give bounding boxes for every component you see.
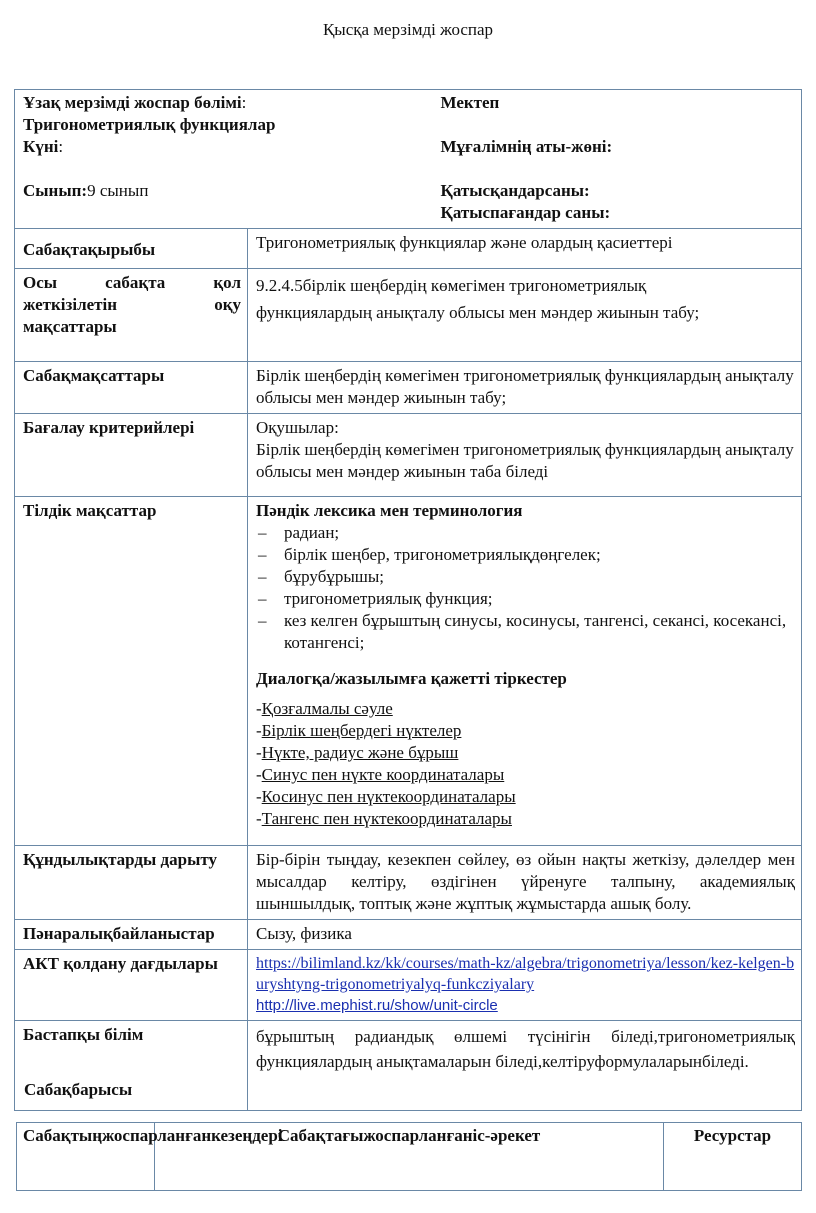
ict-link-mephist[interactable]: http://live.mephist.ru/show/unit-circle [256,997,498,1014]
ict-link-bilimland[interactable]: https://bilimland.kz/kk/courses/math-kz/algebra/trigonometriya/lesson/kez-kelgen-buryshtyng-trigonometriyalyq-funkcziyalary [256,955,795,993]
phrase-text: Нүкте, радиус және бұрыш [261,743,459,762]
phrase-text: Синус пен нүкте координаталары [261,765,505,784]
interdisciplinary-value: Сызу, физика [248,920,802,950]
interdisciplinary-row [15,920,802,950]
language-label: Тілдік мақсаттар [15,497,248,846]
goals-label-line-2: жеткізілетін оқу [23,295,241,314]
values-row [15,846,802,920]
phrase-text: Тангенс пен нүктекоординаталары [261,809,512,828]
class-value: 9 сынып [87,181,149,200]
absent-label: Қатыспағандар саны: [440,203,611,222]
goals-value-line-1: 9.2.4.5бірлік шеңбердің көмегімен тригонометриялық [256,276,647,295]
vocab-item: – тригонометриялық функция; [256,588,795,610]
prior-knowledge-label: Бастапқы білім [15,1021,248,1111]
vocab-item: – кез келген бұрыштың синусы, косинусы, тангенсі, секансі, косекансі, котангенсі; [256,610,795,654]
header-right-cell [435,90,802,229]
goals-value-line-2: функциялардың анықталу облысы мен мәндер жиынын табу; [256,303,700,322]
long-term-value: Тригонометриялық функциялар [23,115,276,134]
ict-value [248,950,802,1021]
phrase-item: -Тангенс пен нүктекоординаталары [256,809,512,828]
header-row [15,90,802,229]
document-title: Қысқа мерзімді жоспар [322,20,494,39]
resources-header: Ресурстар [664,1123,802,1191]
teacher-label: Мұғалімнің аты-жөні: [440,137,613,156]
header-left-cell [15,90,435,229]
criteria-value [248,414,802,497]
lesson-plan-table [14,89,802,1111]
language-value [248,497,802,846]
criteria-label: Бағалау критерийлері [15,414,248,497]
lesson-flow-header-row [17,1123,802,1191]
phrase-text: Қозғалмалы сәуле [261,699,393,718]
topic-value: Тригонометриялық функциялар және олардың қасиеттері [248,229,802,269]
topic-label: Сабақтақырыбы [15,229,248,269]
criteria-value-line-1: Оқушылар: [256,418,339,437]
criteria-row [15,414,802,497]
goals-row [15,269,802,362]
phrase-item: -Нүкте, радиус және бұрыш [256,743,459,762]
goals-label [15,269,248,362]
values-label: Құндылықтарды дарыту [15,846,248,920]
vocab-item: – бұрубұрышы; [256,566,795,588]
topic-row [15,229,802,269]
long-term-colon: : [241,93,247,112]
values-value: Бір-бірін тыңдау, кезекпен сөйлеу, өз ойын нақты жеткізу, дәлелдер мен мысалдар келтіру, өздігінен үйренуге талпыну, академиялық шыншылдық, топтық және жұптық жұмыстарда ашық болу. [248,846,802,920]
language-row [15,497,802,846]
goals-label-line-3: мақсаттары [23,317,117,336]
ict-row [15,950,802,1021]
lesson-flow-title: Сабақбарысы [24,1080,133,1099]
lesson-goals-value: Бірлік шеңбердің көмегімен тригонометриялық функциялардың анықталу облысы мен мәндер жиынын табу; [248,362,802,414]
lesson-goals-label: Сабақмақсаттары [15,362,248,414]
prior-knowledge-value: бұрыштың радиандық өлшемі түсінігін біледі,тригонометриялық функциялардың анықтамаларын біледі,келтіруформулаларынбіледі. [248,1021,802,1111]
activities-header: Сабақтағыжоспарланғаніс-әрекет [155,1123,664,1191]
phrase-text: Бірлік шеңбердегі нүктелер [261,721,462,740]
goals-value [248,269,802,362]
stages-header: Сабақтыңжоспарланғанкезеңдері [17,1123,155,1191]
phrase-item: -Косинус пен нүктекоординаталары [256,787,516,806]
vocab-title: Пәндік лексика мен терминология [256,501,523,520]
prior-knowledge-row [15,1021,802,1111]
criteria-value-line-2: Бірлік шеңбердің көмегімен тригонометриялық функциялардың анықталу облысы мен мәндер жиынын таба біледі [256,440,794,481]
dialog-title: Диалогқа/жазылымға қажетті тіркестер [256,669,567,688]
vocab-list [256,522,795,654]
ict-label: АКТ қолдану дағдылары [15,950,248,1021]
date-colon: : [58,137,64,156]
phrase-item: -Бірлік шеңбердегі нүктелер [256,721,462,740]
goals-label-line-1: Осы сабақта қол [23,273,241,292]
class-label: Сынып: [23,181,88,200]
school-label: Мектеп [440,93,500,112]
phrase-item: -Қозғалмалы сәуле [256,699,393,718]
phrase-text: Косинус пен нүктекоординаталары [261,787,516,806]
phrase-item: -Синус пен нүкте координаталары [256,765,505,784]
lesson-flow-table [16,1122,802,1191]
vocab-item: – бірлік шеңбер, тригонометриялықдөңгелек; [256,544,795,566]
interdisciplinary-label: Пәнаралықбайланыстар [15,920,248,950]
vocab-item: – радиан; [256,522,795,544]
present-label: Қатысқандарсаны: [440,181,590,200]
long-term-label: Ұзақ мерзімді жоспар бөлімі [23,93,242,112]
lesson-goals-row [15,362,802,414]
date-label: Күні [23,137,59,156]
